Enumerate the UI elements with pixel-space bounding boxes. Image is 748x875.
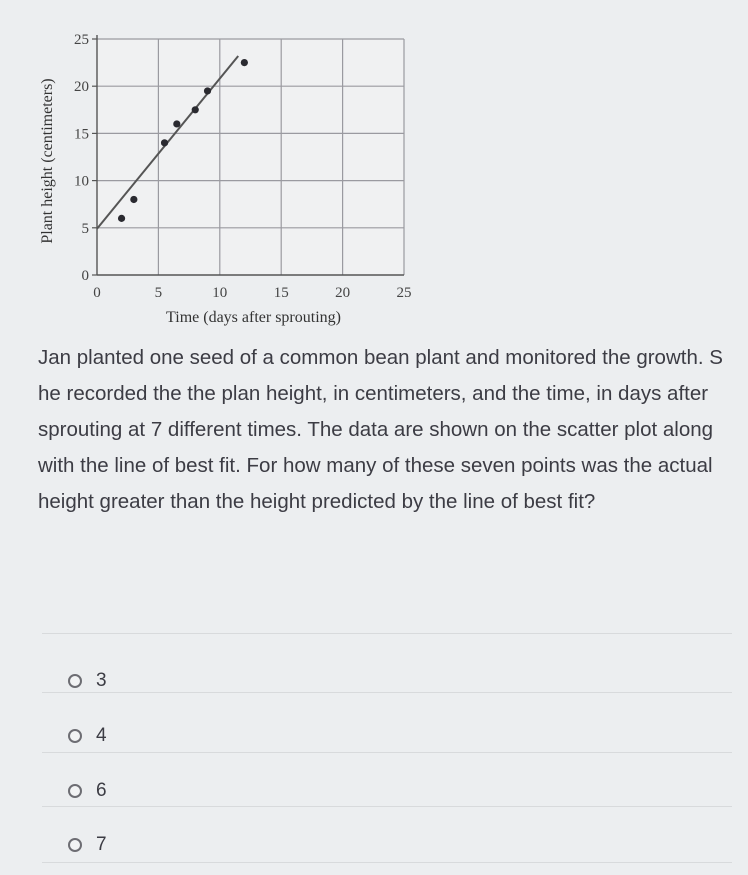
answer-choice-4[interactable] <box>68 725 107 747</box>
y-tick-label: 25 <box>74 32 89 48</box>
choice-label: 6 <box>96 780 107 801</box>
scatter-plot <box>0 0 748 340</box>
data-point <box>241 59 248 66</box>
divider <box>42 692 732 693</box>
data-point <box>118 215 125 222</box>
y-tick-label: 20 <box>74 79 89 96</box>
x-tick-label: 0 <box>93 285 101 301</box>
y-tick-label: 10 <box>74 173 89 190</box>
x-axis-label: Time (days after sprouting) <box>166 309 341 326</box>
y-tick-label: 5 <box>81 220 89 237</box>
x-tick-label: 5 <box>154 285 163 301</box>
answer-choice-6[interactable] <box>68 780 107 802</box>
plot-area <box>97 39 404 275</box>
divider <box>42 633 732 634</box>
radio-button-icon[interactable] <box>68 729 82 743</box>
x-tick-label: 15 <box>273 285 289 301</box>
divider <box>42 806 732 807</box>
data-point <box>161 139 168 146</box>
data-point <box>130 196 137 203</box>
x-tick-label: 20 <box>335 285 351 301</box>
choice-label: 4 <box>96 725 107 746</box>
answer-choice-7[interactable] <box>68 834 107 856</box>
data-point <box>192 106 199 113</box>
radio-button-icon[interactable] <box>68 674 82 688</box>
x-tick-label: 10 <box>212 285 228 301</box>
y-tick-label: 15 <box>74 126 89 143</box>
question-text: Jan planted one seed of a common bean plant and monitored the growth. S he recorded the the plan height, in centimeters, and the time, in days after sprouting at 7 different times. The data are shown on the scatter plot along with the line of best fit. For how many of these seven points was the actual height greater than the height predicted by the line of best fit? <box>38 346 723 513</box>
divider <box>42 752 732 753</box>
radio-button-icon[interactable] <box>68 838 82 852</box>
x-tick-label: 25 <box>396 285 412 301</box>
y-tick-label: 0 <box>81 268 89 284</box>
y-axis-label: Plant height (centimeters) <box>39 78 56 244</box>
data-point <box>204 87 211 94</box>
divider <box>42 862 732 863</box>
data-point <box>173 120 180 127</box>
choice-label: 7 <box>96 834 107 855</box>
choice-label: 3 <box>96 670 107 691</box>
answer-choice-3[interactable] <box>68 670 107 692</box>
radio-button-icon[interactable] <box>68 784 82 798</box>
